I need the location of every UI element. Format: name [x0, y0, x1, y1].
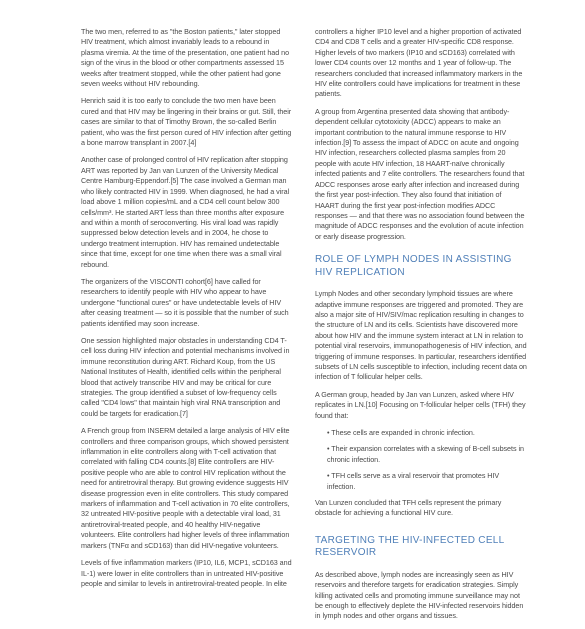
- paragraph: Another case of prolonged control of HIV replication after stopping ART was reported by Jan van Lunzen of the University Medical Centre Hamburg-Eppendorf.[5] The case involved a German man who likely contracted HIV in 1999. When diagnosed, he had a viral load above 1 million copies/mL and a CD4 cell count below 300 cells/mm³. He started ART less than three months after exposure and within a month of seroconverting. His viral load was rapidly suppressed below detection levels and in 2004, he chose to undergo treatment interruption. HIV has remained undetectable since that time, except for one time when there was a small viral rebound.: [81, 155, 290, 269]
- left-column: [81, 27, 293, 629]
- paragraph: A German group, headed by Jan van Lunzen, asked where HIV replicates in LN.[10] Focusing on T-follicular helper cells (TFH) they found that:: [315, 389, 526, 420]
- paragraph: The organizers of the VISCONTI cohort[6] have called for researchers to identify people with HIV who appear to have undergone "functional cures" or have undetectable levels of HIV after ceasing treatment — so it is possible that the number of such patients identified may soon increase.: [81, 276, 289, 328]
- bullet-item: • TFH cells serve as a viral reservoir that promotes HIV infection.: [327, 471, 500, 491]
- paragraph: controllers a higher IP10 level and a higher proportion of activated CD4 and CD8 T cells and a greater HIV-specific CD8 response. Higher levels of two markers (IP10 and sCD163) correlated with lower CD4 counts over 12 months and 1 year of follow-up. The researchers concluded that increased inflammatory markers in the HIV elite controllers could have implications for treatment in these patients.: [315, 27, 523, 99]
- section-heading-lymph-nodes: ROLE OF LYMPH NODES IN ASSISTING HIV REPLICATION: [315, 254, 512, 278]
- right-column: [315, 27, 527, 629]
- paragraph: Van Lunzen concluded that TFH cells represent the primary obstacle for achieving a functional HIV cure.: [315, 498, 502, 518]
- section-heading-cell-reservoir: TARGETING THE HIV-INFECTED CELL RESERVOIR: [315, 534, 505, 559]
- paragraph: Levels of five inflammation markers (IP10, IL6, MCP1, sCD163 and IL-1) were lower in elite controllers than in untreated HIV-positive people and similar to levels in antiretroviral-treated people. In elite: [81, 558, 292, 588]
- paragraph: A French group from INSERM detailed a large analysis of HIV elite controllers and three comparison groups, which showed persistent inflammation in elite controllers along with T-cell activation that correlated with falling CD4 counts.[8] Elite controllers are HIV-positive people who are able to control HIV replication without the need for antiretroviral therapy. But growing evidence suggests HIV disease progression even in elite controllers. This study compared markers of inflammation and T-cell activation in 70 elite controllers, 32 untreated HIV-positive people with a detectable viral load, 31 antiretroviral-treated people, and 40 healthy HIV-negative volunteers. Elite controllers had higher levels of three inflammation markers (TNFα and sCD163) than did HIV-negative volunteers.: [81, 426, 290, 550]
- paragraph: One session highlighted major obstacles in understanding CD4 T-cell loss during HIV infection and potential mechanisms involved in immune reconstitution during ART. Richard Koup, from the US National Institutes of Health, identified cells within the peripheral blood that actively transcribe HIV and may be critical for cure strategies. The group identified a subset of low-frequency cells called "CD4 lows" that maintain high viral RNA transcription and could be targets for eradication.[7]: [81, 335, 290, 418]
- paragraph: Lymph Nodes and other secondary lymphoid tissues are where adaptive immune responses are triggered and promoted. They are also a major site of HIV/SIV/mac replication resulting in changes to the structure of LN and its cells. Scientists have discovered more about how HIV and the immune system interact at LN in relation to potential viral reservoirs, immunopathogenesis of HIV infection, and triggering of immune responses. In particular, researchers identified subsets of LN cells susceptible to infection, including recent data on infection of T follicular helper cells.: [315, 289, 527, 382]
- paragraph: A group from Argentina presented data showing that antibody-dependent cellular cytotoxicity (ADCC) appears to make an important contribution to the natural immune response to HIV infection.[9] To assess the impact of ADCC on acute and ongoing HIV infection, researchers collected plasma samples from 20 people with acute HIV infection, 18 HAART-naïve chronically infected patients and 7 elite controllers. The researchers found that ADCC responses arose early after infection and increased during the first year post-infection. They also found that initiation of HAART during the first year post-infection modifies ADCC responses — and that there was no association found between the magnitude of ADCC responses and the evolution of acute infection or early disease progression.: [315, 106, 525, 241]
- paragraph: The two men, referred to as "the Boston patients," later stopped HIV treatment, which almost invariably leads to a rebound in plasma viremia. At the time of the presentation, one patient had no sign of the virus in the blood or other compartments assessed 15 weeks after treatment stopped, while the other patient had gone seven weeks without HIV rebounding.: [81, 27, 290, 89]
- bullet-item: • Their expansion correlates with a skewing of B-cell subsets in chronic infection.: [327, 444, 524, 464]
- paragraph: Henrich said it is too early to conclude the two men have been cured and that HIV may be lingering in their brains or gut. Still, their cases are similar to that of Timothy Brown, the so-called Berlin patient, who was the first person cured of HIV infection after getting a bone marrow transplant in 2007.[4]: [81, 96, 292, 148]
- bullet-item: • These cells are expanded in chronic infection.: [327, 428, 475, 437]
- two-column-layout: [81, 27, 549, 629]
- paragraph: As described above, lymph nodes are increasingly seen as HIV reservoirs and therefore targets for eradication strategies. Simply killing activated cells and promoting immune surveillance may not be enough to effectively deplete the HIV-infected reservoirs hidden in lymph nodes and other organs and tissues.: [315, 569, 524, 621]
